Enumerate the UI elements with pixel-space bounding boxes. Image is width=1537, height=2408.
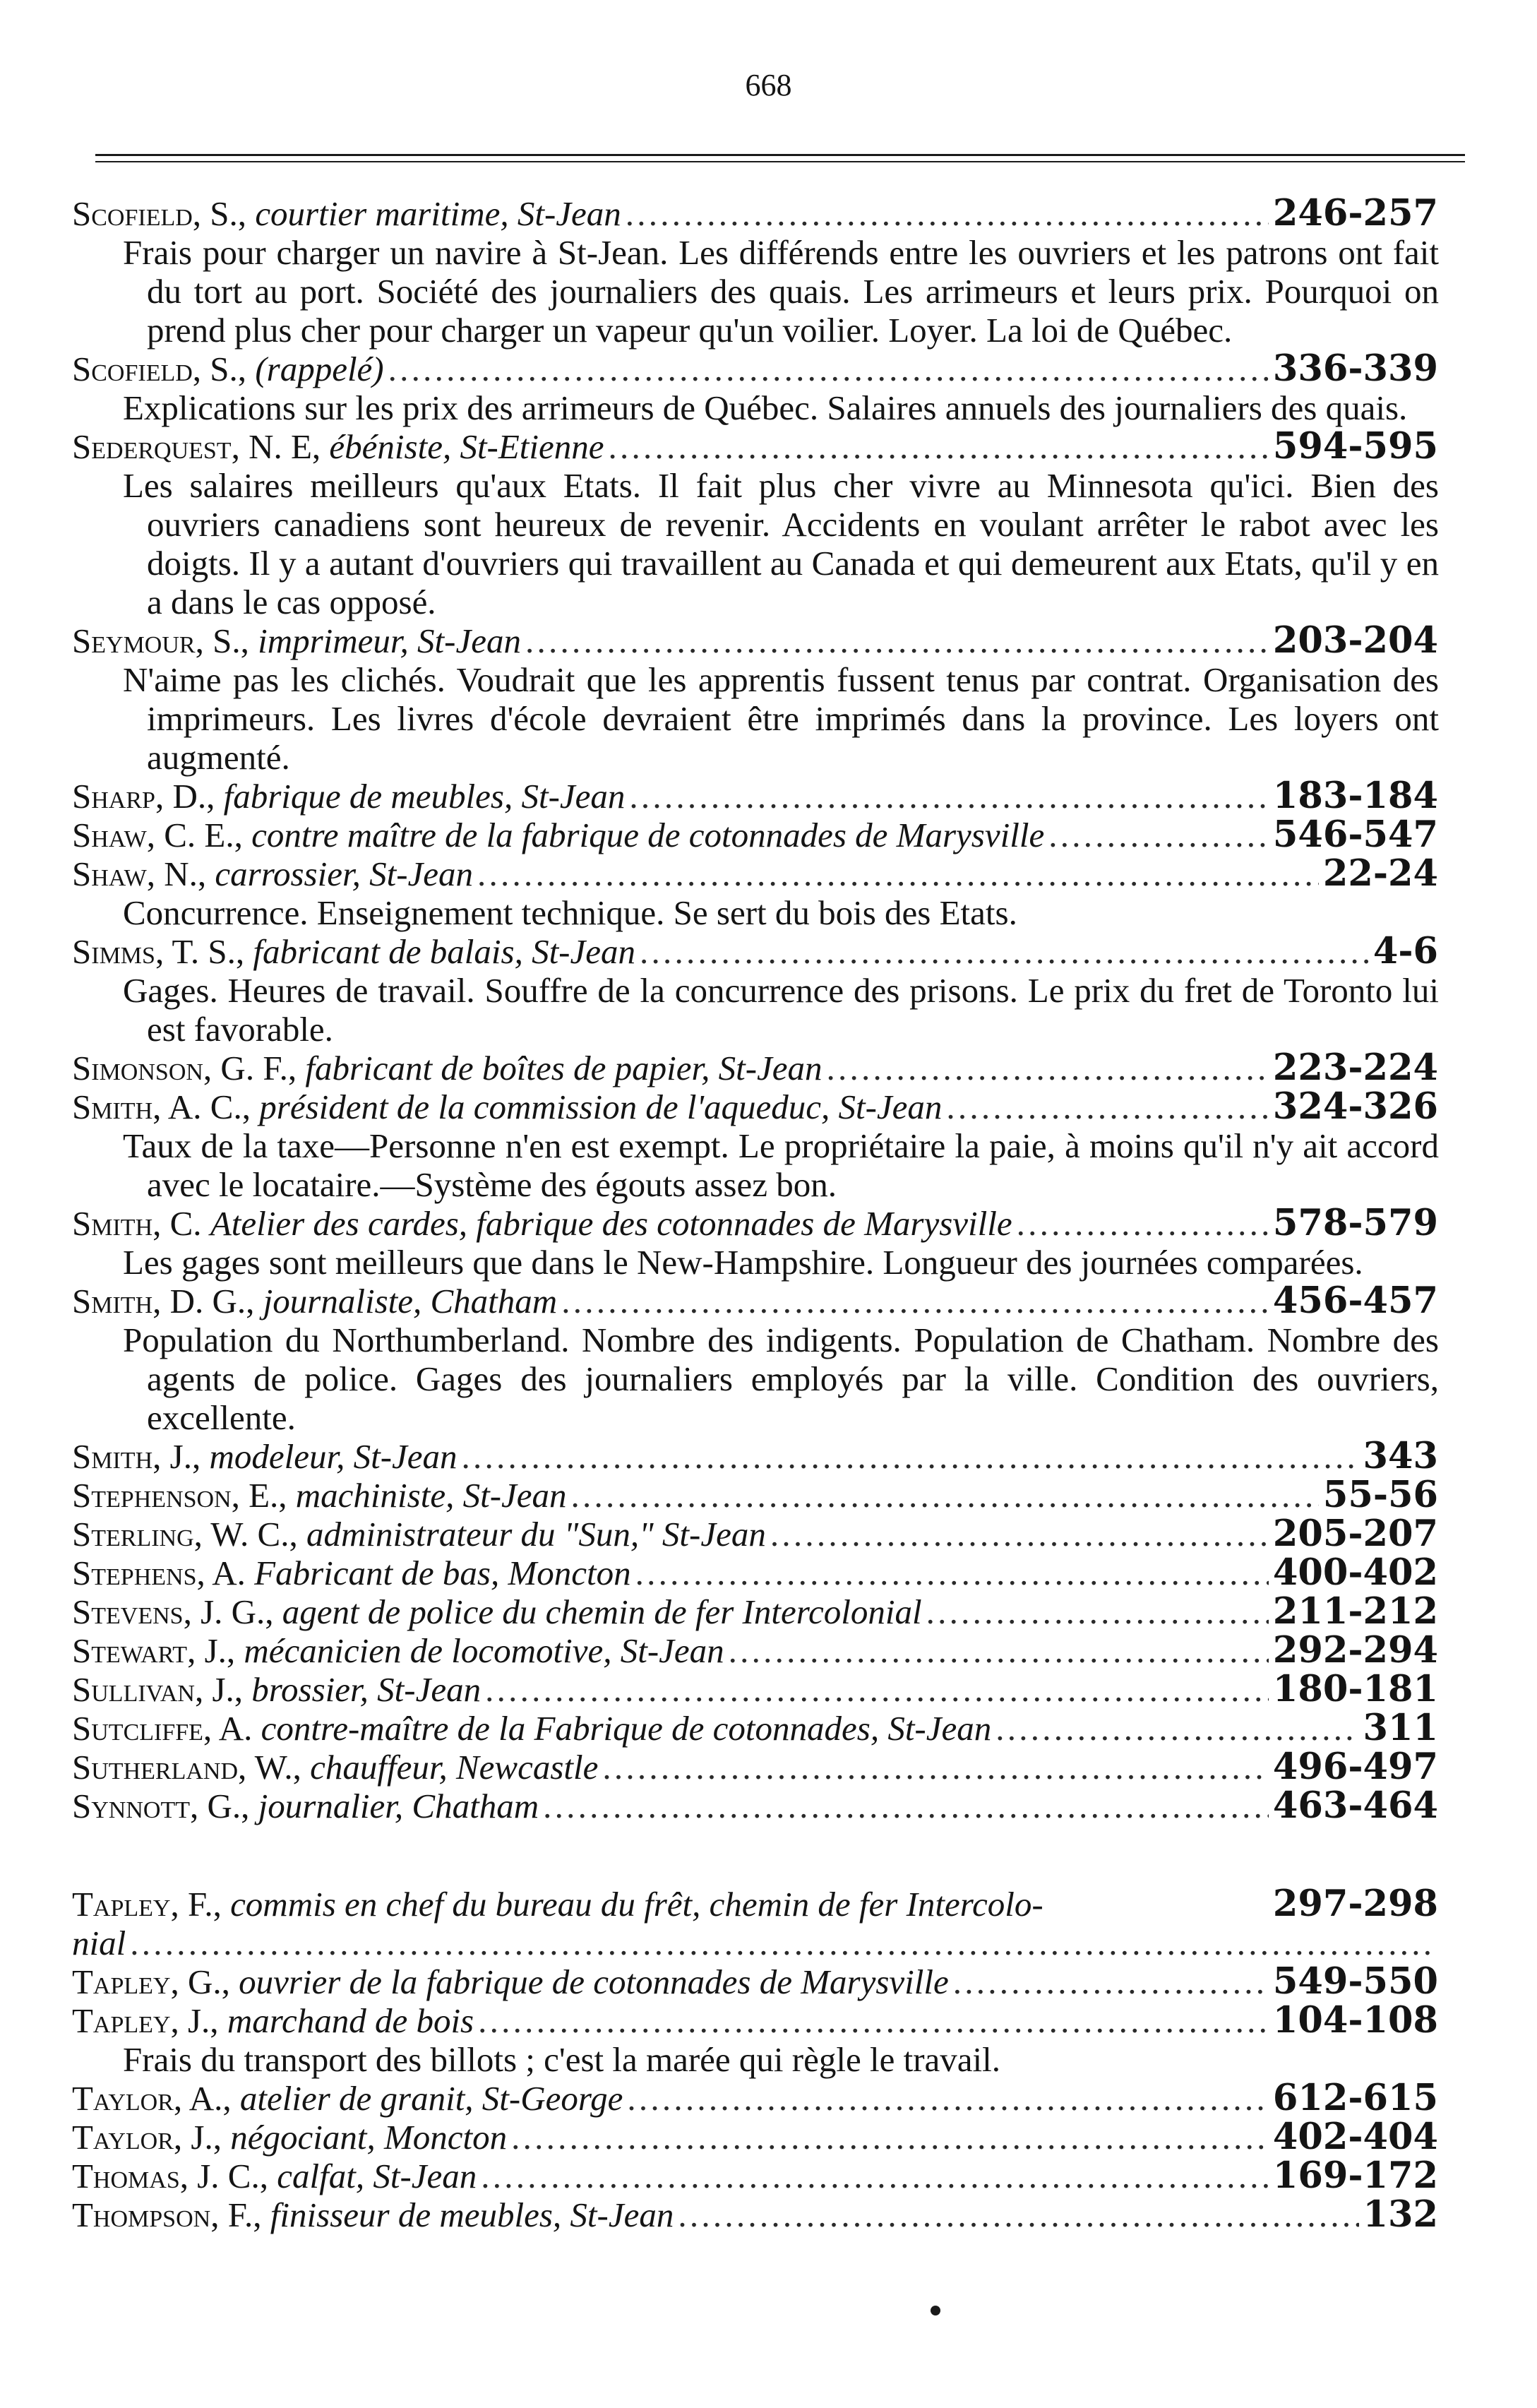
- entry-description: agent de police du chemin de fer Intercolonial: [282, 1592, 922, 1631]
- dot-leader: [543, 1787, 1269, 1825]
- entry-name: Thomas, J. C.,: [72, 2157, 268, 2195]
- entry-name: Tapley, J.,: [72, 2001, 219, 2040]
- entry-heading: [72, 1748, 1438, 1787]
- entry-pages: 104-108: [1272, 1999, 1438, 2042]
- dot-leader: [770, 1515, 1269, 1554]
- dot-leader: [525, 621, 1269, 660]
- entry-name: Shaw, N.,: [72, 854, 207, 893]
- entry-pages: 180-181: [1272, 1668, 1438, 1710]
- index-list: [0, 194, 1537, 2234]
- entry-description: contre maître de la fabrique de cotonnades de Marysville: [251, 816, 1045, 854]
- entry-heading: [72, 1551, 1438, 1594]
- entry-description-continued: [72, 1924, 1438, 1962]
- entry-name: Simms, T. S.,: [72, 932, 245, 971]
- index-entry: [0, 1670, 1537, 1709]
- entry-pages: 205-207: [1272, 1513, 1438, 1555]
- entry-description: administrateur du "Sun," St-Jean: [306, 1515, 766, 1554]
- dot-leader: [635, 1554, 1269, 1592]
- index-entry: [0, 1748, 1537, 1787]
- entry-description: négociant, Moncton: [230, 2118, 508, 2157]
- dot-leader: [609, 427, 1269, 466]
- entry-name: Tapley, F.,: [72, 1885, 222, 1924]
- entry-description: modeleur, St-Jean: [209, 1437, 457, 1476]
- entry-description: atelier de granit, St-George: [239, 2079, 623, 2118]
- entry-name: Tapley, G.,: [72, 1962, 230, 2001]
- index-entry: [0, 1049, 1537, 1087]
- entry-name: Scofield, S.,: [72, 350, 247, 388]
- dot-leader: [462, 1437, 1359, 1476]
- dot-leader: [388, 350, 1269, 388]
- ink-mark: [931, 2306, 940, 2315]
- entry-pages: 594-595: [1272, 425, 1438, 467]
- entry-name: Smith, J.,: [72, 1437, 201, 1476]
- index-entry: [0, 2118, 1537, 2157]
- entry-pages: 336-339: [1272, 347, 1438, 390]
- entry-heading: [72, 1631, 1438, 1670]
- page-number: 668: [745, 68, 792, 102]
- entry-description: président de la commission de l'aqueduc, St-Jean: [259, 1087, 943, 1126]
- entry-heading: [72, 347, 1438, 390]
- entry-description: imprimeur, St-Jean: [258, 621, 521, 660]
- entry-name: Smith, C.: [72, 1204, 202, 1243]
- entry-heading: [72, 1476, 1438, 1515]
- entry-pages: 546-547: [1272, 813, 1438, 856]
- entry-description: Fabricant de bas, Moncton: [254, 1554, 631, 1592]
- dot-leader: [485, 1670, 1269, 1709]
- index-entry: [0, 1631, 1537, 1670]
- index-entry: [0, 1784, 1537, 1827]
- dot-leader: [926, 1592, 1269, 1631]
- index-entry: [0, 1962, 1537, 2001]
- index-entry: [0, 1592, 1537, 1631]
- entry-heading: [72, 1437, 1438, 1476]
- entry-pages: 211-212: [1272, 1590, 1438, 1633]
- entry-description: carrossier, St-Jean: [215, 854, 474, 893]
- dot-leader: [478, 2001, 1269, 2040]
- index-entry: [0, 194, 1537, 350]
- dot-leader: [627, 2079, 1269, 2118]
- index-entry: [0, 2154, 1537, 2197]
- entry-pages: 612-615: [1272, 2077, 1438, 2119]
- entry-name: Sutherland, W.,: [72, 1748, 301, 1787]
- entry-pages: 463-464: [1272, 1784, 1438, 1827]
- entry-heading: [72, 2195, 1438, 2234]
- entry-heading: [72, 621, 1438, 660]
- index-entry: [0, 1476, 1537, 1515]
- entry-heading: [72, 1087, 1438, 1126]
- entry-pages: 203-204: [1272, 619, 1438, 662]
- dot-leader: [561, 1282, 1269, 1321]
- entry-heading: [72, 813, 1438, 856]
- entry-heading: [72, 1784, 1438, 1827]
- index-entry: [0, 427, 1537, 621]
- index-entry: [0, 1437, 1537, 1476]
- entry-summary: Gages. Heures de travail. Souffre de la concurrence des prisons. Le prix du fret de Toronto lui est favorable.: [123, 971, 1439, 1049]
- entry-name: Synnott, G.,: [72, 1787, 250, 1825]
- index-entry: [0, 1282, 1537, 1437]
- entry-description: calfat, St-Jean: [277, 2157, 477, 2195]
- dot-leader: [571, 1476, 1319, 1515]
- entry-heading: [72, 777, 1438, 816]
- entry-name: Stewart, J.,: [72, 1631, 236, 1670]
- entry-name: Scofield, S.,: [72, 194, 247, 233]
- entry-heading: [72, 1885, 1438, 1924]
- dot-leader: [729, 1631, 1269, 1670]
- entry-summary: Les salaires meilleurs qu'aux Etats. Il fait plus cher vivre au Minnesota qu'ici. Bien des ouvriers canadiens sont heureux de revenir. Accidents en voulant arrêter le rabot avec les doigts. Il y a autant d'ouvriers qui travaillent au Canada et qui demeurent aux Etats, qu'il y en a dans le cas opposé.: [123, 466, 1439, 621]
- entry-heading: [72, 194, 1438, 233]
- index-entry: [0, 1087, 1537, 1204]
- entry-description: contre-maître de la Fabrique de cotonnades, St-Jean: [261, 1709, 992, 1748]
- entry-description: marchand de bois: [227, 2001, 474, 2040]
- entry-pages: 4-6: [1372, 930, 1438, 972]
- entry-pages: 324-326: [1272, 1085, 1438, 1128]
- entry-heading: [72, 1204, 1438, 1243]
- entry-name: Sharp, D.,: [72, 777, 215, 816]
- entry-pages: 400-402: [1272, 1551, 1438, 1594]
- entry-heading: [72, 1592, 1438, 1631]
- entry-description: Atelier des cardes, fabrique des cotonnades de Marysville: [210, 1204, 1012, 1243]
- entry-pages: 55-56: [1322, 1474, 1438, 1516]
- entry-name: Sederquest, N. E,: [72, 427, 321, 466]
- entry-pages: 578-579: [1272, 1202, 1438, 1244]
- entry-heading: [72, 1962, 1438, 2001]
- entry-description: journalier, Chatham: [258, 1787, 539, 1825]
- index-entry: [0, 347, 1537, 427]
- index-entry: [0, 2001, 1537, 2079]
- dot-leader: [511, 2118, 1269, 2157]
- entry-pages: 292-294: [1272, 1629, 1438, 1671]
- index-entry: [0, 854, 1537, 932]
- entry-description: journaliste, Chatham: [263, 1282, 558, 1321]
- entry-pages: 402-404: [1272, 2116, 1438, 2158]
- entry-summary: Frais pour charger un navire à St-Jean. Les différends entre les ouvriers et les patrons ont fait du tort au port. Société des journaliers des quais. Les arrimeurs et leurs prix. Pourquoi on prend plus cher pour charger un vapeur qu'un voilier. Loyer. La loi de Québec.: [123, 233, 1439, 350]
- entry-summary: Frais du transport des billots ; c'est la marée qui règle le travail.: [123, 2040, 1000, 2079]
- entry-name: Stephens, A.: [72, 1554, 246, 1592]
- entry-description: ouvrier de la fabrique de cotonnades de Marysville: [239, 1962, 949, 2001]
- index-entry: [0, 1551, 1537, 1594]
- entry-summary: Concurrence. Enseignement technique. Se sert du bois des Etats.: [123, 893, 1017, 932]
- entry-name: Stephenson, E.,: [72, 1476, 287, 1515]
- entry-heading: [72, 1515, 1438, 1554]
- entry-name: Taylor, A.,: [72, 2079, 232, 2118]
- entry-pages: 132: [1363, 2193, 1438, 2236]
- dot-leader: [629, 777, 1269, 816]
- index-entry: [0, 2079, 1537, 2118]
- entry-summary: Taux de la taxe—Personne n'en est exempt. Le propriétaire la paie, à moins qu'il n'y ait accord avec le locataire.—Système des égouts assez bon.: [123, 1126, 1439, 1204]
- entry-heading: [72, 2079, 1438, 2118]
- entry-description: courtier maritime, St-Jean: [255, 194, 621, 233]
- index-entry: [0, 813, 1537, 856]
- entry-description: machiniste, St-Jean: [295, 1476, 567, 1515]
- dot-leader: [995, 1709, 1358, 1748]
- entry-pages: 549-550: [1272, 1960, 1438, 2003]
- dot-leader: [130, 1924, 1434, 1962]
- entry-description: chauffeur, Newcastle: [310, 1748, 599, 1787]
- entry-heading: [72, 1049, 1438, 1087]
- entry-pages: 311: [1363, 1707, 1438, 1749]
- entry-description: fabricant de boîtes de papier, St-Jean: [305, 1049, 823, 1087]
- entry-description: commis en chef du bureau du frêt, chemin de fer Intercolo-: [230, 1885, 1043, 1924]
- entry-name: Sutcliffe, A.: [72, 1709, 253, 1748]
- dot-leader: [953, 1962, 1269, 2001]
- dot-leader: [1048, 816, 1269, 854]
- header-rule: [95, 154, 1465, 156]
- entry-description: fabrique de meubles, St-Jean: [223, 777, 626, 816]
- entry-heading: [72, 2001, 1438, 2040]
- entry-description: mécanicien de locomotive, St-Jean: [244, 1631, 724, 1670]
- entry-name: Simonson, G. F.,: [72, 1049, 297, 1087]
- entry-pages: 22-24: [1322, 852, 1438, 895]
- entry-summary: Explications sur les prix des arrimeurs de Québec. Salaires annuels des journaliers des quais.: [123, 388, 1408, 427]
- entry-pages: 496-497: [1272, 1746, 1438, 1788]
- entry-summary: Les gages sont meilleurs que dans le New-Hampshire. Longueur des journées comparées.: [123, 1243, 1363, 1282]
- entry-description: finisseur de meubles, St-Jean: [270, 2195, 674, 2234]
- entry-description: ébéniste, St-Etienne: [329, 427, 604, 466]
- entry-heading: [72, 1670, 1438, 1709]
- entry-heading: [72, 854, 1438, 893]
- entry-heading: [72, 2154, 1438, 2197]
- entry-heading: [72, 427, 1438, 466]
- dot-leader: [626, 194, 1269, 233]
- entry-description-cont: nial: [72, 1924, 126, 1962]
- entry-description: brossier, St-Jean: [251, 1670, 482, 1709]
- entry-pages: 183-184: [1272, 775, 1438, 817]
- dot-leader: [827, 1049, 1269, 1087]
- dot-leader: [946, 1087, 1269, 1126]
- dot-leader: [678, 2195, 1358, 2234]
- index-entry: [0, 1204, 1537, 1282]
- entry-description: fabricant de balais, St-Jean: [253, 932, 635, 971]
- dot-leader: [640, 932, 1369, 971]
- dot-leader: [1017, 1204, 1269, 1243]
- entry-name: Shaw, C. E.,: [72, 816, 243, 854]
- index-entry: [0, 932, 1537, 1049]
- entry-heading: [72, 932, 1438, 971]
- entry-name: Smith, A. C.,: [72, 1087, 251, 1126]
- entry-heading: [72, 2118, 1438, 2157]
- entry-pages: 297-298: [1272, 1883, 1438, 1925]
- entry-summary: Population du Northumberland. Nombre des indigents. Population de Chatham. Nombre des agents de police. Gages des journaliers employés par la ville. Condition des ouvriers, excellente.: [123, 1321, 1439, 1437]
- entry-pages: 169-172: [1272, 2154, 1438, 2197]
- entry-name: Sullivan, J.,: [72, 1670, 244, 1709]
- entry-pages: 456-457: [1272, 1280, 1438, 1322]
- index-entry: [0, 777, 1537, 816]
- index-entry: [0, 621, 1537, 777]
- dot-leader: [481, 2157, 1269, 2195]
- entry-pages: 343: [1363, 1435, 1438, 1477]
- entry-heading: [72, 1709, 1438, 1748]
- index-entry: [0, 1885, 1537, 1962]
- index-entry: [0, 1515, 1537, 1554]
- entry-heading: [72, 1282, 1438, 1321]
- entry-name: Stevens, J. G.,: [72, 1592, 274, 1631]
- entry-name: Thompson, F.,: [72, 2195, 262, 2234]
- entry-name: Taylor, J.,: [72, 2118, 222, 2157]
- index-entry: [0, 1709, 1537, 1748]
- index-entry: [0, 2195, 1537, 2234]
- entry-name: Smith, D. G.,: [72, 1282, 255, 1321]
- entry-summary: N'aime pas les clichés. Voudrait que les apprentis fussent tenus par contrat. Organisation des imprimeurs. Les livres d'école devraient être imprimés dans la province. Les loyers ont augmenté.: [123, 660, 1439, 777]
- dot-leader: [602, 1748, 1269, 1787]
- dot-leader: [477, 854, 1319, 893]
- entry-description: (rappelé): [255, 350, 384, 388]
- entry-name: Seymour, S.,: [72, 621, 249, 660]
- header-rule-thin: [95, 161, 1465, 162]
- entry-pages: 246-257: [1272, 192, 1438, 234]
- entry-pages: 223-224: [1272, 1047, 1438, 1089]
- entry-name: Sterling, W. C.,: [72, 1515, 298, 1554]
